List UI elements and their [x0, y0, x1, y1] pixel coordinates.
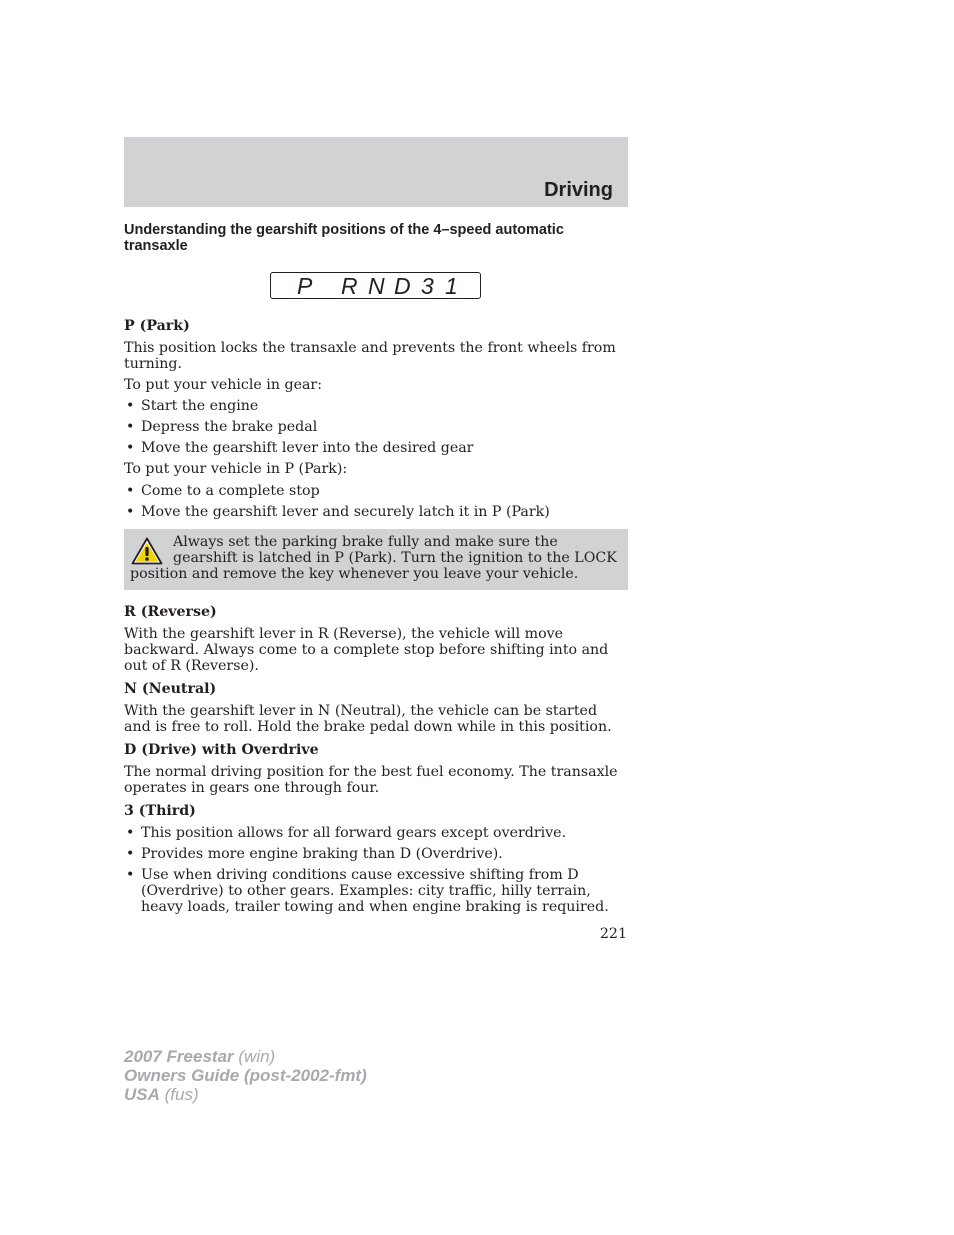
third-heading: 3 (Third) — [124, 803, 196, 819]
list-item: • Use when driving conditions cause excessive shifting from D (Overdrive) to other gears. Examples: city traffic, hilly terrain, heavy loads, trailer towing and when engine braking is required. — [124, 867, 628, 915]
in-gear-steps — [124, 398, 628, 456]
footer-model-code: (win) — [238, 1047, 276, 1066]
reverse-description: With the gearshift lever in R (Reverse), the vehicle will move backward. Always come to a complete stop before shifting into and out of R (Reverse). — [124, 626, 609, 674]
gear-letter-p: P — [297, 273, 313, 299]
gear-letter-n: N — [368, 273, 385, 299]
gear-letter-3: 3 — [421, 273, 434, 299]
park-description: This position locks the transaxle and prevents the front wheels from turning. — [124, 340, 616, 372]
list-item: • Provides more engine braking than D (Overdrive). — [124, 846, 628, 862]
neutral-heading: N (Neutral) — [124, 681, 217, 697]
footer-guide: Owners Guide (post-2002-fmt) — [124, 1066, 367, 1085]
page-content — [124, 318, 628, 920]
warning-triangle-icon — [131, 537, 163, 565]
list-item: • Come to a complete stop — [124, 483, 628, 499]
drive-description: The normal driving position for the best fuel economy. The transaxle operates in gears one through four. — [124, 764, 618, 796]
page-number: 221 — [599, 926, 627, 942]
section-title: Driving — [544, 179, 613, 201]
in-gear-intro: To put your vehicle in gear: — [124, 377, 322, 393]
footer-line-2 — [124, 1066, 367, 1085]
park-steps — [124, 483, 628, 520]
drive-heading: D (Drive) with Overdrive — [124, 742, 319, 758]
footer-line-1 — [124, 1047, 367, 1066]
footer-region-code: (fus) — [164, 1085, 199, 1104]
main-heading: Understanding the gearshift positions of the 4–speed automatic transaxle — [124, 222, 564, 254]
park-heading: P (Park) — [124, 318, 190, 334]
list-item: • Move the gearshift lever into the desired gear — [124, 440, 628, 456]
warning-text: Always set the parking brake fully and make sure the gearshift is latched in P (Park). Turn the ignition to the LOCK position and remove the key whenever you leave your vehicle. — [130, 534, 617, 582]
neutral-description: With the gearshift lever in N (Neutral), the vehicle can be started and is free to roll. Hold the brake pedal down while in this position. — [124, 703, 612, 735]
third-points — [124, 825, 628, 915]
list-item: • Depress the brake pedal — [124, 419, 628, 435]
document-footer — [124, 1047, 367, 1104]
reverse-heading: R (Reverse) — [124, 604, 217, 620]
gear-letter-1: 1 — [445, 273, 458, 299]
warning-box — [124, 529, 628, 590]
park-intro: To put your vehicle in P (Park): — [124, 461, 348, 477]
gear-indicator — [270, 272, 481, 299]
gear-letter-r: R — [341, 273, 358, 299]
footer-line-3 — [124, 1085, 367, 1104]
gear-letter-d: D — [394, 273, 411, 299]
footer-model: 2007 Freestar — [124, 1047, 234, 1066]
footer-region: USA — [124, 1085, 160, 1104]
list-item: • Start the engine — [124, 398, 628, 414]
list-item: • Move the gearshift lever and securely latch it in P (Park) — [124, 504, 628, 520]
list-item: • This position allows for all forward gears except overdrive. — [124, 825, 628, 841]
section-header-band — [124, 137, 628, 207]
